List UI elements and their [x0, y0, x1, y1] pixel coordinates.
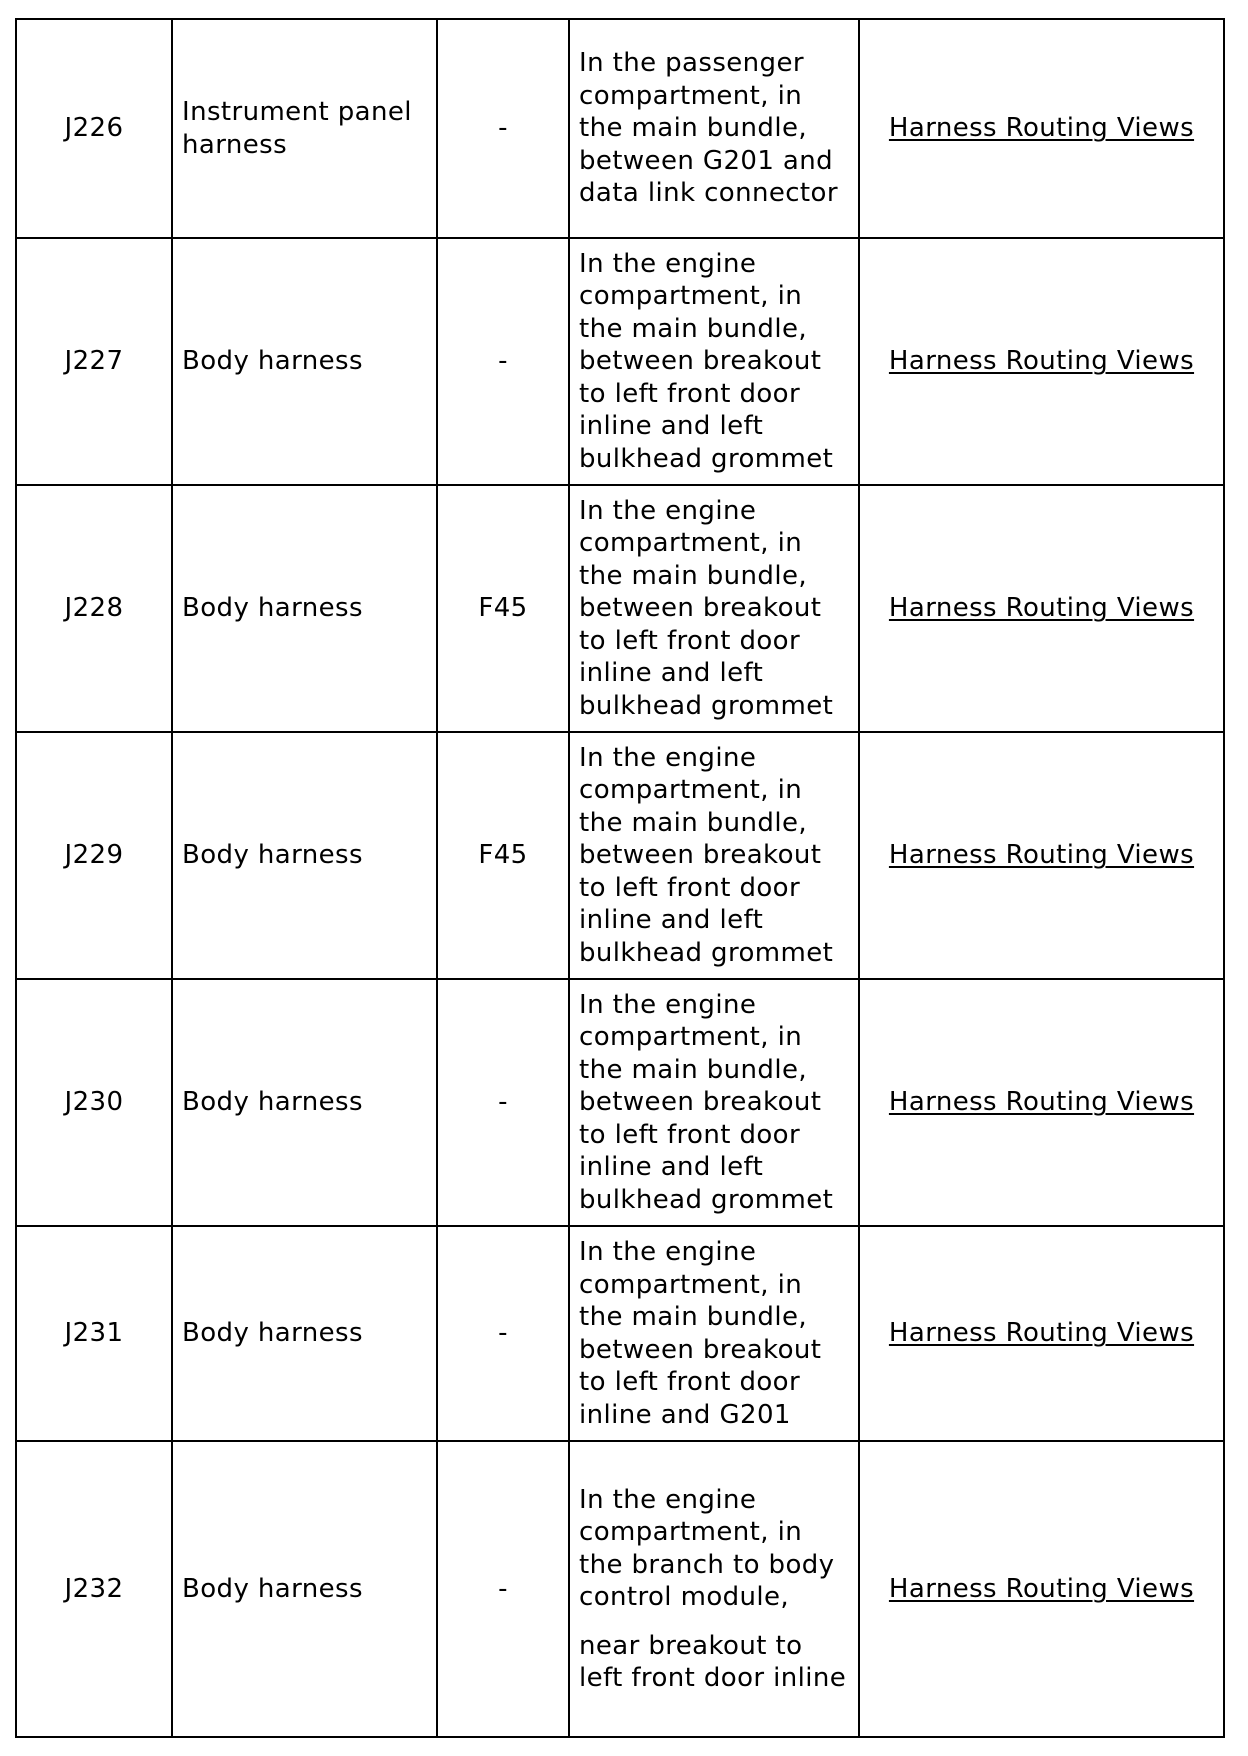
location-line: between G201 and: [579, 145, 834, 176]
harness-cell: [172, 238, 437, 485]
table-row: [16, 485, 1224, 732]
fuse-cell: [437, 238, 569, 485]
location-line: between breakout: [579, 1334, 822, 1365]
location-cell: [569, 19, 859, 238]
location-line: the branch to body: [579, 1549, 835, 1580]
location-cell: [569, 485, 859, 732]
harness-line: harness: [182, 129, 288, 160]
location-line: inline and left: [579, 905, 764, 936]
harness-cell: [172, 732, 437, 979]
location-line: inline and left: [579, 411, 764, 442]
table-row: [16, 979, 1224, 1226]
location-cell: [569, 1441, 859, 1737]
splice-id-cell: [16, 1441, 172, 1737]
location-line: between breakout: [579, 1087, 822, 1118]
table-row: [16, 732, 1224, 979]
location-line: the main bundle,: [579, 1302, 808, 1332]
link-cell: [859, 1226, 1224, 1441]
splice-id-cell: [16, 1226, 172, 1441]
location-line: bulkhead grommet: [579, 690, 834, 721]
splice-id-cell: [16, 732, 172, 979]
location-line: to left front door: [579, 1367, 801, 1397]
link-cell: [859, 979, 1224, 1226]
splice-id: J230: [64, 1087, 124, 1118]
location-line: In the engine: [579, 742, 757, 773]
splice-location-table: [15, 18, 1225, 1738]
fuse-cell: [437, 485, 569, 732]
fuse-value: -: [498, 113, 508, 144]
fuse-value: F45: [478, 593, 528, 624]
harness-cell: [172, 485, 437, 732]
location-line: between breakout: [579, 593, 822, 624]
location-line: In the engine: [579, 1237, 757, 1267]
location-line: the main bundle,: [579, 1054, 808, 1085]
fuse-value: F45: [478, 840, 528, 871]
splice-id-cell: [16, 979, 172, 1226]
location-line: compartment, in: [579, 281, 803, 312]
splice-id-cell: [16, 485, 172, 732]
location-line: the main bundle,: [579, 560, 808, 591]
harness-routing-views-link[interactable]: Harness Routing Views: [888, 1318, 1195, 1349]
location-line: In the engine: [579, 1484, 757, 1515]
table-row: [16, 1441, 1224, 1737]
harness-line: Instrument panel: [182, 97, 412, 127]
splice-id: J232: [64, 1573, 124, 1604]
location-cell: [569, 979, 859, 1226]
fuse-cell: [437, 1441, 569, 1737]
harness-routing-views-link[interactable]: Harness Routing Views: [888, 1087, 1195, 1118]
table-row: [16, 238, 1224, 485]
harness-cell: [172, 19, 437, 238]
harness-routing-views-link[interactable]: Harness Routing Views: [888, 840, 1195, 871]
location-line: bulkhead grommet: [579, 1184, 834, 1215]
location-cell: [569, 1226, 859, 1441]
location-line: to left front door: [579, 378, 801, 409]
splice-id: J229: [64, 840, 124, 871]
splice-id: J227: [64, 346, 124, 377]
fuse-cell: [437, 979, 569, 1226]
location-line: In the engine: [579, 989, 757, 1020]
harness-line: Body harness: [182, 1087, 363, 1118]
harness-routing-views-link[interactable]: Harness Routing Views: [888, 113, 1195, 144]
fuse-value: -: [498, 1318, 508, 1349]
splice-id-cell: [16, 238, 172, 485]
location-line: data link connector: [579, 178, 838, 209]
location-line: near breakout to: [579, 1630, 803, 1661]
fuse-cell: [437, 19, 569, 238]
location-line: to left front door: [579, 1119, 801, 1150]
link-cell: [859, 238, 1224, 485]
harness-routing-views-link[interactable]: Harness Routing Views: [888, 346, 1195, 377]
harness-cell: [172, 1226, 437, 1441]
table-body: [16, 19, 1224, 1737]
location-line: inline and left: [579, 658, 764, 689]
table-row: [16, 1226, 1224, 1441]
harness-cell: [172, 979, 437, 1226]
location-line: compartment, in: [579, 1022, 803, 1053]
fuse-value: -: [498, 346, 508, 377]
location-cell: [569, 732, 859, 979]
link-cell: [859, 485, 1224, 732]
fuse-cell: [437, 1226, 569, 1441]
fuse-cell: [437, 732, 569, 979]
location-line: compartment, in: [579, 528, 803, 559]
location-line: compartment, in: [579, 775, 803, 806]
harness-line: Body harness: [182, 1573, 363, 1604]
location-line: In the engine: [579, 495, 757, 526]
harness-line: Body harness: [182, 346, 363, 377]
location-line: between breakout: [579, 840, 822, 871]
splice-id: J231: [64, 1318, 124, 1349]
location-line: left front door inline: [579, 1663, 847, 1693]
location-line: to left front door: [579, 625, 801, 656]
location-line: the main bundle,: [579, 113, 808, 144]
location-line: the main bundle,: [579, 807, 808, 838]
paragraph-gap: [579, 1614, 852, 1630]
splice-id: J228: [64, 593, 124, 624]
link-cell: [859, 732, 1224, 979]
harness-line: Body harness: [182, 1318, 363, 1349]
location-line: bulkhead grommet: [579, 443, 834, 474]
location-line: compartment, in: [579, 1517, 803, 1547]
fuse-value: -: [498, 1087, 508, 1118]
location-line: control module,: [579, 1582, 790, 1612]
harness-line: Body harness: [182, 840, 363, 871]
location-line: In the engine: [579, 248, 757, 279]
location-line: to left front door: [579, 872, 801, 903]
splice-id: J226: [64, 113, 124, 144]
splice-id-cell: [16, 19, 172, 238]
harness-line: Body harness: [182, 593, 363, 624]
harness-routing-views-link[interactable]: Harness Routing Views: [888, 593, 1195, 624]
location-line: bulkhead grommet: [579, 937, 834, 968]
location-line: compartment, in: [579, 80, 803, 111]
location-line: inline and left: [579, 1152, 764, 1183]
table-row: [16, 19, 1224, 238]
location-line: between breakout: [579, 346, 822, 377]
location-line: compartment, in: [579, 1269, 803, 1300]
link-cell: [859, 19, 1224, 238]
location-cell: [569, 238, 859, 485]
harness-cell: [172, 1441, 437, 1737]
location-line: In the passenger: [579, 48, 804, 79]
location-line: the main bundle,: [579, 313, 808, 344]
harness-routing-views-link[interactable]: Harness Routing Views: [888, 1573, 1195, 1604]
fuse-value: -: [498, 1573, 508, 1604]
location-line: inline and G201: [579, 1399, 791, 1430]
link-cell: [859, 1441, 1224, 1737]
